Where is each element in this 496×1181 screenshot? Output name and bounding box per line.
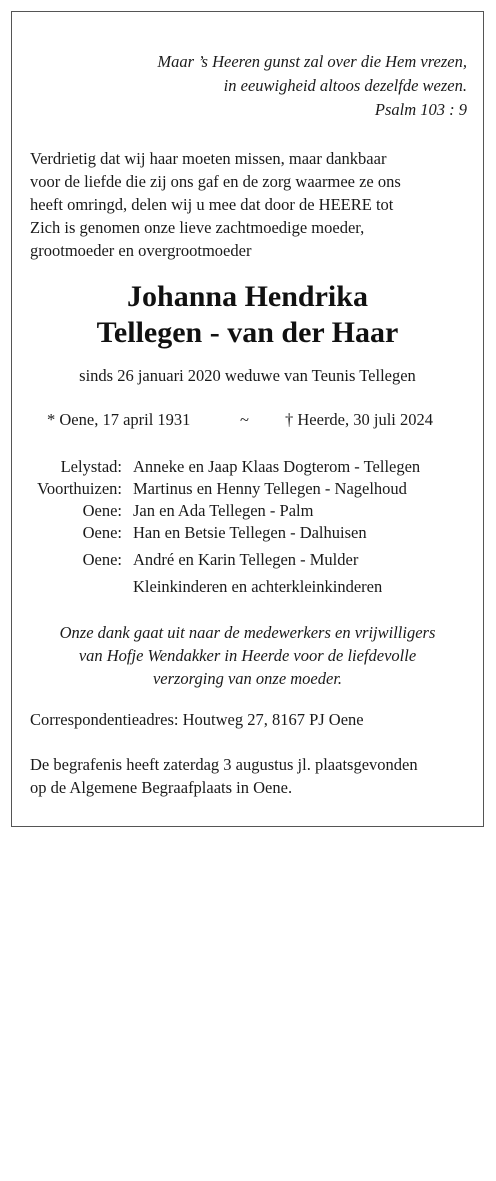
thanks-line-2: van Hofje Wendakker in Heerde voor de liefdevolle <box>78 646 417 665</box>
birth-info: * Oene, 17 april 1931 <box>47 410 191 429</box>
date-separator: ~ <box>240 410 249 429</box>
thanks-line-1: Onze dank gaat uit naar de medewerkers en vrijwilligers <box>59 623 436 642</box>
death-info: † Heerde, 30 juli 2024 <box>285 410 434 429</box>
motto-source: Psalm 103 : 9 <box>374 100 467 119</box>
family-names: Jan en Ada Tellegen - Palm <box>133 501 314 520</box>
intro-line-5: grootmoeder en overgrootmoeder <box>30 241 252 260</box>
family-place: Oene: <box>82 523 122 542</box>
family-place: Oene: <box>82 501 122 520</box>
family-names: Anneke en Jaap Klaas Dogterom - Tellegen <box>133 457 421 476</box>
family-place: Oene: <box>82 550 122 569</box>
thanks-line-3: verzorging van onze moeder. <box>152 669 343 688</box>
grandchildren-line: Kleinkinderen en achterkleinkinderen <box>133 577 383 596</box>
family-place: Lelystad: <box>60 457 122 476</box>
funeral-line-1: De begrafenis heeft zaterdag 3 augustus jl. plaatsgevonden <box>30 755 418 774</box>
intro-line-3: heeft omringd, delen wij u mee dat door de HEERE tot <box>30 195 394 214</box>
family-names: André en Karin Tellegen - Mulder <box>133 550 359 569</box>
intro-line-1: Verdrietig dat wij haar moeten missen, maar dankbaar <box>30 149 387 168</box>
intro-line-4: Zich is genomen onze lieve zachtmoedige moeder, <box>30 218 365 237</box>
intro-line-2: voor de liefde die zij ons gaf en de zorg waarmee ze ons <box>30 172 401 191</box>
motto-line-2: in eeuwigheid altoos dezelfde wezen. <box>223 76 467 95</box>
family-place: Voorthuizen: <box>37 479 122 498</box>
family-names: Han en Betsie Tellegen - Dalhuisen <box>133 523 367 542</box>
motto-line-1: Maar ’s Heeren gunst zal over die Hem vrezen, <box>157 52 467 71</box>
deceased-name-line-1: Johanna Hendrika <box>127 280 368 313</box>
funeral-line-2: op de Algemene Begraafplaats in Oene. <box>30 778 293 797</box>
obituary-card <box>11 11 484 827</box>
family-names: Martinus en Henny Tellegen - Nagelhoud <box>133 479 407 498</box>
deceased-name-line-2: Tellegen - van der Haar <box>96 316 399 349</box>
correspondence-address: Correspondentieadres: Houtweg 27, 8167 PJ Oene <box>30 710 364 729</box>
widow-note: sinds 26 januari 2020 weduwe van Teunis Tellegen <box>79 366 416 385</box>
